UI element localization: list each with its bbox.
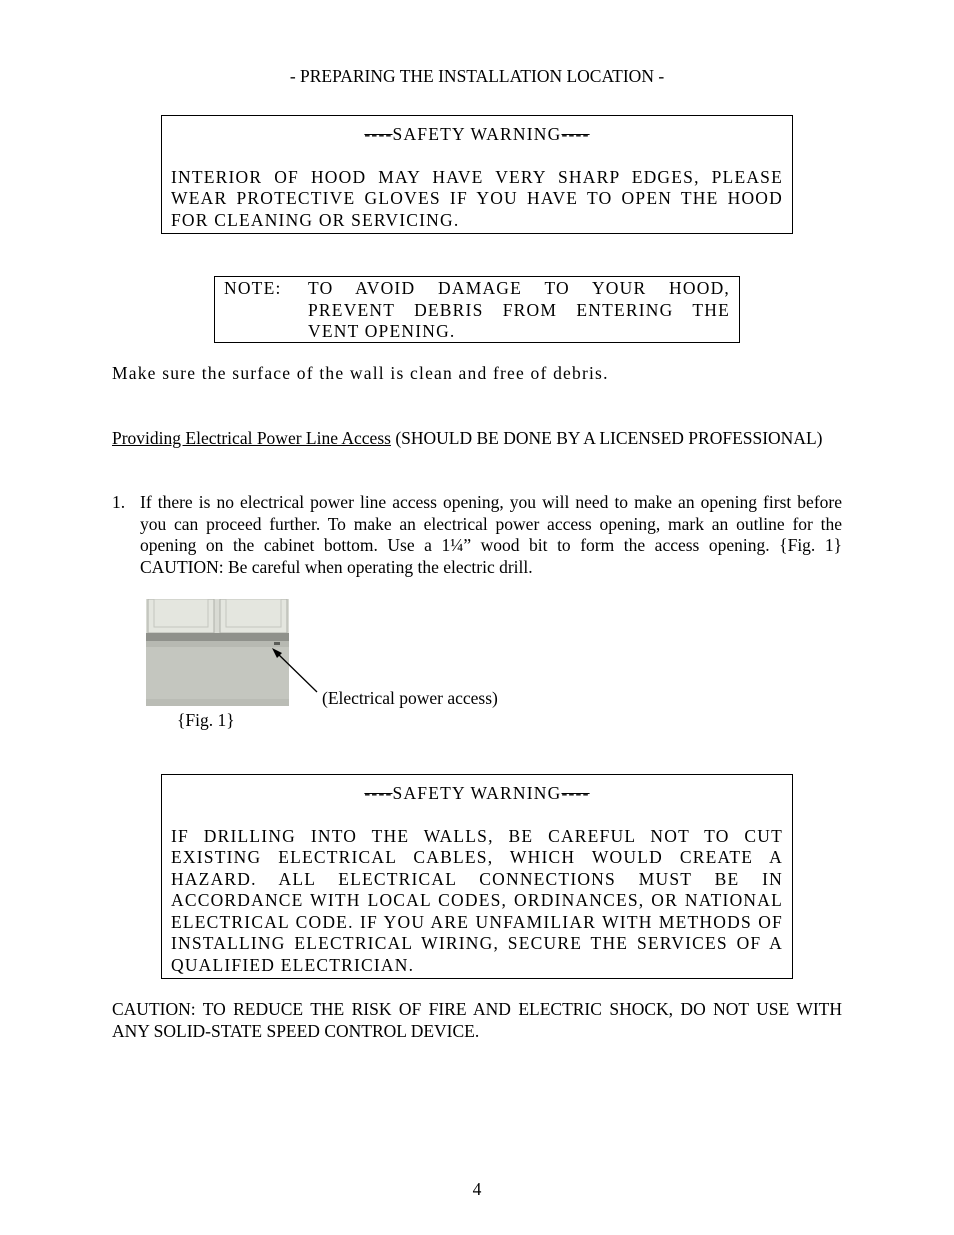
step-number: 1. — [112, 492, 126, 512]
caution-text: CAUTION: TO REDUCE THE RISK OF FIRE AND ELECTRIC SHOCK, DO NOT USE WITH ANY SOLID-STATE SPEED CONTROL DEVICE. — [112, 999, 842, 1041]
figure-callout-label: (Electrical power access) — [322, 688, 498, 708]
wall-surface-instruction: Make sure the surface of the wall is clean and free of debris. — [112, 363, 609, 383]
step-text: If there is no electrical power line access opening, you will need to make an opening first before you can proceed further. To make an electrical power access opening, mark an outline for the opening on the cabinet bottom. Use a 1¼” wood bit to form the access opening. {Fig. 1} CAUTION: Be careful when operating the electric drill. — [140, 492, 842, 577]
safety-warning-heading — [171, 124, 783, 146]
note-label: NOTE: — [224, 278, 282, 298]
note-box — [214, 276, 740, 343]
heading-dash-right: ---- — [561, 124, 590, 144]
heading-dash-right: ---- — [561, 783, 590, 803]
safety-warning-text: INTERIOR OF HOOD MAY HAVE VERY SHARP EDGES, PLEASE WEAR PROTECTIVE GLOVES IF YOU HAVE TO OPEN THE HOOD FOR CLEANING OR SERVICING. — [171, 166, 783, 230]
power-access-section-heading — [112, 428, 842, 450]
note-text: TO AVOID DAMAGE TO YOUR HOOD, PREVENT DEBRIS FROM ENTERING THE VENT OPENING. — [308, 278, 730, 341]
callout-arrow — [266, 644, 326, 696]
heading-text: SAFETY WARNING — [392, 783, 562, 803]
heading-dash-left: ---- — [364, 783, 393, 803]
safety-warning-text: IF DRILLING INTO THE WALLS, BE CAREFUL NOT TO CUT EXISTING ELECTRICAL CABLES, WHICH WOULD CREATE A HAZARD. ALL ELECTRICAL CONNECTIONS MUST BE IN ACCORDANCE WITH LOCAL CODES, ORDINANCES, OR NATIONAL ELECTRICAL CODE. IF YOU ARE UNFAMILIAR WITH METHODS OF INSTALLING ELECTRICAL WIRING, SECURE THE SERVICES OF A QUALIFIED ELECTRICIAN. — [171, 825, 783, 975]
safety-warning-box — [161, 774, 793, 979]
section-title: Providing Electrical Power Line Access — [112, 428, 391, 448]
page-title: - PREPARING THE INSTALLATION LOCATION - — [289, 66, 665, 86]
page-number: 4 — [472, 1179, 482, 1199]
heading-dash-left: ---- — [364, 124, 393, 144]
step-item — [112, 492, 842, 578]
heading-text: SAFETY WARNING — [392, 124, 562, 144]
figure-caption: {Fig. 1} — [177, 710, 235, 730]
safety-warning-heading — [171, 783, 783, 805]
section-qualifier: (SHOULD BE DONE BY A LICENSED PROFESSIONAL) — [390, 428, 823, 448]
safety-warning-box — [161, 115, 793, 234]
